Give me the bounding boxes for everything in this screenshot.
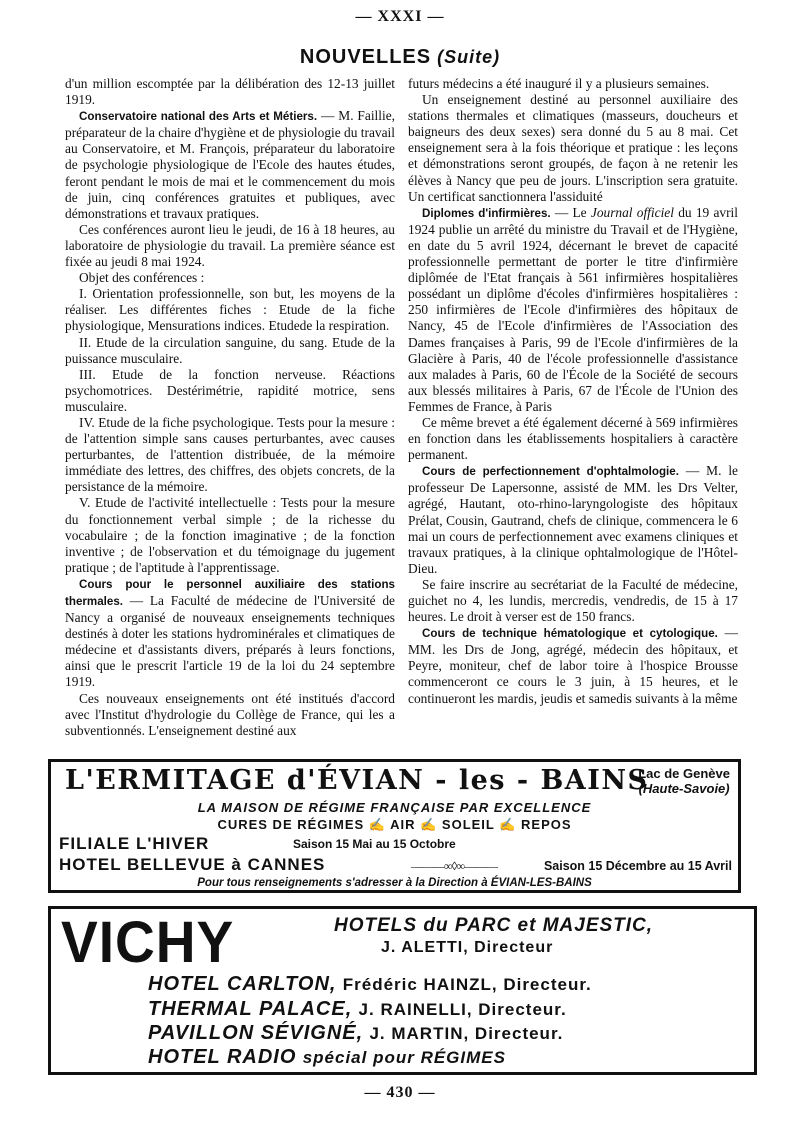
- paragraph-body: — M. Faillie, préparateur de la chaire d'hygiène et de physiologie du travail au Conservatoire, et M. François, préparateur du laboratoire de psychologie physiologique de l'Ecole des hautes études, feront pendant le mois de mai et le commencement du mois de juin, cinq conférences gratuites et publiques, avec démonstrations et travaux pratiques.: [65, 108, 395, 221]
- paragraph: Ce même brevet a été également décerné à 569 infirmières en fonction dans les établissements hospitaliers à caractère permanent.: [408, 414, 738, 463]
- journal-title: Journal officiel: [590, 204, 674, 220]
- heading: Diplomes d'infirmières.: [422, 206, 551, 220]
- cures-line: CURES DE RÉGIMES ✍ AIR ✍ SOLEIL ✍ REPOS: [217, 817, 572, 832]
- left-column: [65, 76, 395, 738]
- hotel-name: PAVILLON SÉVIGNÉ,: [148, 1022, 364, 1044]
- paragraph-body: — Le: [550, 204, 591, 220]
- paragraph: d'un million escomptée par la délibération des 12-13 juillet 1919.: [65, 76, 395, 108]
- paragraph-body: — La Faculté de médecine de l'Université de Nancy a organisé de nouveaux enseignements techniques destinés à doter les stations hydrominérales et climatiques de médecine et d'assistants divers, préparés à leurs fonctions, ainsi que le prescrit l'article 19 de la loi du 24 septembre 1919.: [65, 593, 395, 690]
- hotel-name: THERMAL PALACE,: [148, 998, 353, 1020]
- bellevue-hotel: HOTEL BELLEVUE à CANNES: [59, 855, 326, 874]
- filiale-label: FILIALE L'HIVER: [59, 834, 210, 853]
- paragraph: Ces nouveaux enseignements ont été institués d'accord avec l'Institut d'hydrologie du Collège de France, qui les a subventionnés. L'enseignement destiné aux: [65, 690, 395, 738]
- paragraph: futurs médecins a été inauguré il y a plusieurs semaines.: [408, 76, 710, 91]
- paragraph-body: du 19 avril 1924 publie un arrêté du ministre du Travail et de l'Hygiène, en date du 5 avril 1924, décernant le brevet de capacité professionnelle permettant de porter le titre d'infirmière diplômée de l'Etat français à 561 infirmières hospitalières possédant un diplôme d'écoles d'infirmières hospitalières : 250 infirmières de l'Ecole d'infirmières des hôpitaux de Nancy, 45 de l'Ecole d'infirmières de l'Association des Dames françaises à Paris, 99 de l'Ecole d'infirmières de la Glacière à Paris, 40 de l'école professionnelle d'assistance aux malades à Paris, 60 de l'École de la Société de secours aux blessés militaires à Paris, 67 de l'École de l'Union des Femmes de France, à Paris: [408, 204, 738, 414]
- paragraph: [65, 108, 395, 222]
- hotel-director: spécial pour RÉGIMES: [302, 1048, 506, 1067]
- list-item: III. Etude de la fonction nerveuse. Réactions psychomotrices. Destérimétrie, rapidité motrice, sens musculaire.: [65, 366, 395, 414]
- paragraph: [408, 205, 738, 415]
- hotel-name: HOTEL RADIO: [148, 1046, 297, 1068]
- lake-name: Lac de Genève: [638, 766, 730, 781]
- paragraph: [65, 576, 395, 691]
- list-item: V. Etude de l'activité intellectuelle : Tests pour la mesure du fonctionnement verbal simple ; de la richesse du vocabulaire ; de la fonction imaginative ; de la fonction inventive ; de l'observation et du témoignage du jugement pratique ; de l'aptitude à l'apprentissage.: [65, 495, 395, 575]
- paragraph: Ces conférences auront lieu le jeudi, de 16 à 18 heures, au laboratoire de physiologie du travail. La première séance est fixée au jeudi 8 mai 1924.: [65, 221, 395, 270]
- hotel-director: J. MARTIN, Directeur.: [369, 1024, 564, 1043]
- hotel-line: [148, 1046, 506, 1069]
- heading: Cours de perfectionnement d'ophtalmologie.: [422, 465, 679, 479]
- hotel-line: [148, 973, 592, 996]
- hotel-line: [148, 1022, 563, 1045]
- vichy-title: VICHY: [61, 910, 235, 975]
- paragraph: Un enseignement destiné au personnel auxiliaire des stations thermales et climatiques (masseurs, doucheurs et baigneurs des deux sexes) sera donné du 5 au 8 mai. Cet enseignement sera à la fois théorique et pratique : les leçons et démonstrations seront groupés, de façon à ne retenir les élèves à Nancy que peu de jours. L'inscription sera gratuite. Un certificat sanctionnera l'assiduité: [408, 92, 738, 204]
- paragraph: Se faire inscrire au secrétariat de la Faculté de médecine, guichet no 4, les lundis, mercredis, vendredis, de 15 à 17 heures. Le droit à verser est de 150 francs.: [408, 576, 738, 625]
- right-column: [408, 76, 738, 738]
- paragraph: [408, 463, 738, 577]
- summer-season: Saison 15 Mai au 15 Octobre: [293, 837, 456, 851]
- evian-brand: L'ERMITAGE d'ÉVIAN - les - BAINS: [65, 765, 649, 796]
- parc-majestic: HOTELS du PARC et MAJESTIC,: [334, 915, 654, 936]
- list-item: IV. Etude de la fiche psychologique. Tests pour la mesure : de l'attention simple sans causes perturbantes, avec causes perturbantes, de l'attention distribuée, de la mémoire immédiate des lettres, des chiffres, des objets concrets, de la persistance de la mémoire.: [65, 414, 395, 495]
- list-item: II. Etude de la circulation sanguine, du sang. Etude de la puissance musculaire.: [65, 334, 395, 366]
- contact-info: Pour tous renseignements s'adresser à la Direction à ÉVIAN-LES-BAINS: [197, 877, 592, 889]
- lake-location: [638, 766, 730, 796]
- evian-advertisement: [48, 759, 741, 893]
- ornament-divider: ———∞◊∞———: [411, 859, 498, 873]
- hotel-line: [148, 998, 567, 1021]
- winter-season: Saison 15 Décembre au 15 Avril: [543, 859, 732, 873]
- aletti-director: J. ALETTI, Directeur: [381, 939, 554, 956]
- heading: Cours pour le personnel auxiliaire des stations thermales.: [65, 577, 395, 608]
- vichy-advertisement: [48, 906, 757, 1075]
- heading: Conservatoire national des Arts et Métiers.: [79, 110, 318, 124]
- section-suffix: (Suite): [437, 47, 501, 67]
- paragraph-body: — M. le professeur De Lapersonne, assisté de MM. les Drs Velter, agrégé, Hautant, oto-rhino-laryngologiste des hôpitaux Prélat, Cousin, Gautrand, chefs de clinique, commencera le 6 mai un cours de perfectionnement avec examens cliniques et travaux pratiques, à la clinique ophtalmologique de l'Hôtel-Dieu.: [408, 463, 738, 576]
- section-title-text: NOUVELLES: [299, 46, 432, 68]
- heading: Cours de technique hématologique et cytologique.: [422, 627, 718, 641]
- paragraph: Objet des conférences :: [79, 270, 205, 286]
- paragraph: [408, 625, 738, 706]
- page-number: — 430 —: [364, 1084, 436, 1101]
- paragraph-body: — MM. les Drs de Jong, agrégé, médecin des hôpitaux, et Peyre, moniteur, chef de labor toire à l'hospice Brousse commenceront ce cours le 3 juin, à 15 heures, et le continueront les mardis, jeudis et samedis suivants à la même: [408, 625, 738, 706]
- tagline: LA MAISON DE RÉGIME FRANÇAISE PAR EXCELLENCE: [197, 800, 592, 815]
- roman-page-number: — XXXI —: [355, 8, 445, 25]
- hotel-director: J. RAINELLI, Directeur.: [358, 1000, 567, 1019]
- hotel-director: Frédéric HAINZL, Directeur.: [342, 975, 592, 994]
- section-title: [0, 46, 800, 69]
- hotel-name: HOTEL CARLTON,: [148, 973, 337, 995]
- region-name: (Haute-Savoie): [638, 781, 730, 796]
- list-item: I. Orientation professionnelle, son but, les moyens de la réaliser. Les différentes fiches : Etude de la fiche physiologique, Mensurations indices. Etudede la respiration.: [65, 286, 395, 334]
